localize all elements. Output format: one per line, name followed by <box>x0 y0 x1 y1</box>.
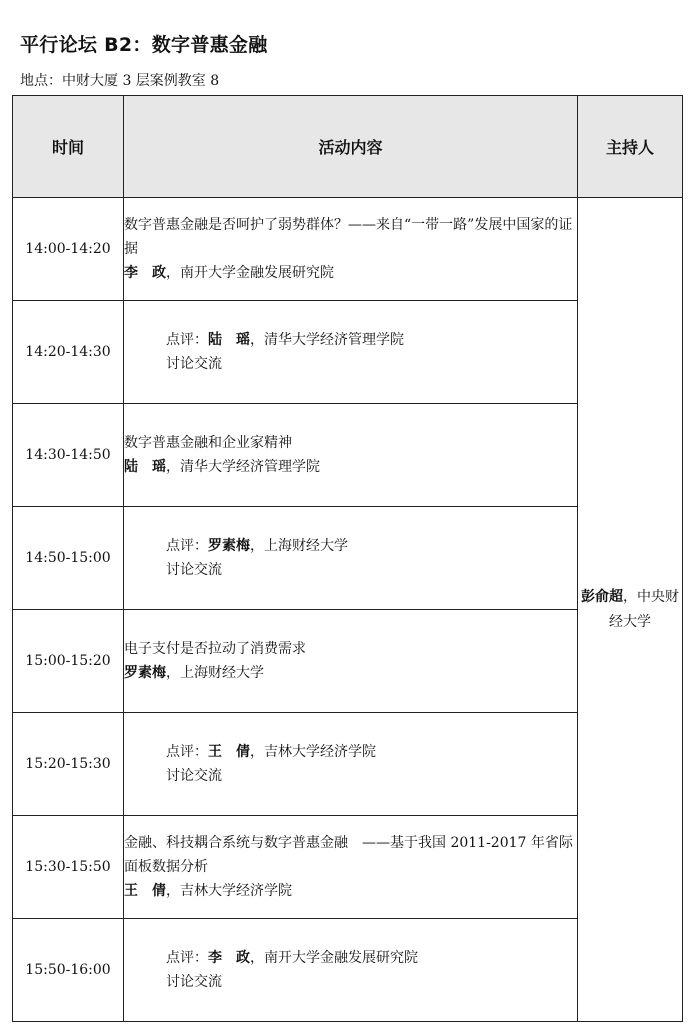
talk-topic: 数字普惠金融是否呵护了弱势群体？——来自“一带一路”发展中国家的证据 <box>124 217 573 257</box>
speaker-name: 李 政 <box>124 265 166 281</box>
review-line <box>166 740 577 764</box>
time-cell: 14:30-14:50 <box>13 404 124 507</box>
time-cell: 14:00-14:20 <box>13 198 124 301</box>
content-cell <box>124 507 578 610</box>
speaker-name: 罗素梅 <box>124 665 166 681</box>
review-label: 点评： <box>166 332 208 348</box>
discussion-note: 讨论交流 <box>166 562 222 578</box>
speaker-name: 王 倩 <box>124 883 166 899</box>
speaker-affiliation: 吉林大学经济学院 <box>180 883 292 899</box>
column-header-host: 主持人 <box>578 96 683 198</box>
speaker-line <box>124 879 577 903</box>
table-header-row <box>13 96 683 198</box>
talk-topic: 数字普惠金融和企业家精神 <box>124 435 292 451</box>
time-cell: 15:50-16:00 <box>13 919 124 1022</box>
speaker-line <box>124 261 577 285</box>
speaker-line <box>124 661 577 685</box>
review-label: 点评： <box>166 538 208 554</box>
speaker-affiliation: 南开大学金融发展研究院 <box>180 265 334 281</box>
review-label: 点评： <box>166 950 208 966</box>
separator: ， <box>250 538 264 554</box>
separator: ， <box>166 883 180 899</box>
page-title: 平行论坛 B2：数字普惠金融 <box>20 34 268 56</box>
reviewer-affiliation: 南开大学金融发展研究院 <box>264 950 418 966</box>
speaker-line <box>124 455 577 479</box>
talk-topic: 金融、科技耦合系统与数字普惠金融 ——基于我国 2011-2017 年省际面板数据分析 <box>124 835 573 875</box>
time-cell: 14:20-14:30 <box>13 301 124 404</box>
separator: ， <box>250 744 264 760</box>
time-cell: 14:50-15:00 <box>13 507 124 610</box>
host-name: 彭俞超 <box>581 588 623 605</box>
content-cell <box>124 301 578 404</box>
reviewer-name: 王 倩 <box>208 744 250 760</box>
table-row <box>13 198 683 301</box>
reviewer-affiliation: 清华大学经济管理学院 <box>264 332 404 348</box>
speaker-affiliation: 清华大学经济管理学院 <box>180 459 320 475</box>
speaker-affiliation: 上海财经大学 <box>180 665 264 681</box>
time-cell: 15:20-15:30 <box>13 713 124 816</box>
reviewer-name: 李 政 <box>208 950 250 966</box>
content-cell <box>124 198 578 301</box>
reviewer-affiliation: 上海财经大学 <box>264 538 348 554</box>
discussion-note: 讨论交流 <box>166 974 222 990</box>
separator: ， <box>250 332 264 348</box>
reviewer-name: 陆 瑶 <box>208 332 250 348</box>
content-cell <box>124 816 578 919</box>
content-cell <box>124 919 578 1022</box>
time-cell: 15:00-15:20 <box>13 610 124 713</box>
separator: ， <box>166 459 180 475</box>
separator: ， <box>166 665 180 681</box>
time-cell: 15:30-15:50 <box>13 816 124 919</box>
review-line <box>166 534 577 558</box>
reviewer-name: 罗素梅 <box>208 538 250 554</box>
reviewer-affiliation: 吉林大学经济学院 <box>264 744 376 760</box>
review-line <box>166 328 577 352</box>
discussion-note: 讨论交流 <box>166 768 222 784</box>
separator: ， <box>166 265 180 281</box>
speaker-name: 陆 瑶 <box>124 459 166 475</box>
host-affiliation: 中央财经大学 <box>609 588 679 630</box>
review-line <box>166 946 577 970</box>
separator: ， <box>623 588 637 605</box>
review-label: 点评： <box>166 744 208 760</box>
talk-topic: 电子支付是否拉动了消费需求 <box>124 641 306 657</box>
discussion-note: 讨论交流 <box>166 356 222 372</box>
schedule-table <box>12 95 683 1022</box>
content-cell <box>124 404 578 507</box>
column-header-content: 活动内容 <box>124 96 578 198</box>
content-cell <box>124 713 578 816</box>
column-header-time: 时间 <box>13 96 124 198</box>
separator: ， <box>250 950 264 966</box>
content-cell <box>124 610 578 713</box>
venue-location: 地点：中财大厦 3 层案例教室 8 <box>20 73 220 89</box>
host-cell <box>578 198 683 1022</box>
